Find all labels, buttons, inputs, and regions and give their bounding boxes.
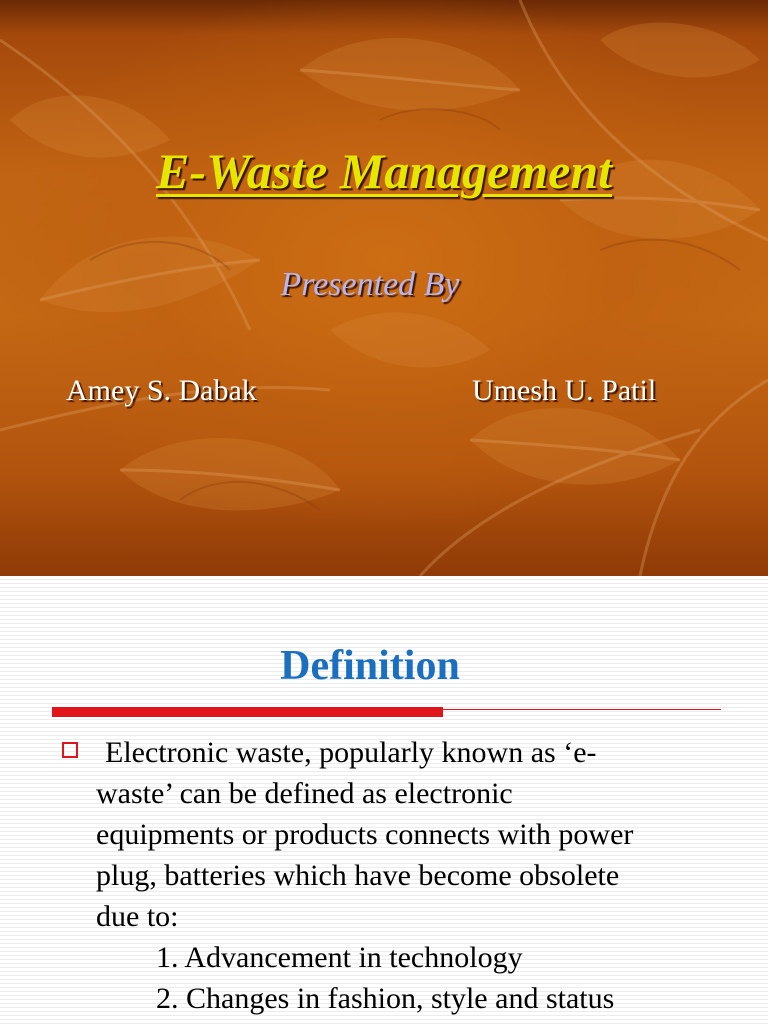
- author-name: Amey S. Dabak: [66, 374, 257, 407]
- list-item: 2. Changes in fashion, style and status: [156, 982, 615, 1015]
- paragraph-line: Electronic waste, popularly known as ‘e-: [105, 736, 597, 769]
- presented-by-label: Presented By: [280, 266, 460, 303]
- definition-slide: [0, 576, 768, 1024]
- slide-title: Definition: [280, 643, 460, 689]
- definition-paragraph: [96, 732, 736, 937]
- paragraph-line: waste’ can be defined as electronic: [96, 777, 513, 810]
- list-item: 1. Advancement in technology: [156, 941, 523, 974]
- title-divider-thin: [443, 709, 721, 710]
- author-name: Umesh U. Patil: [472, 374, 657, 407]
- title-divider-thick: [52, 707, 443, 717]
- paragraph-line: due to:: [96, 900, 179, 933]
- presentation-title: E-Waste Management: [155, 143, 613, 199]
- reasons-list: [156, 937, 614, 1019]
- square-bullet-icon: [62, 742, 78, 758]
- paragraph-line: plug, batteries which have become obsolete: [96, 859, 620, 892]
- paragraph-line: equipments or products connects with power: [96, 818, 634, 851]
